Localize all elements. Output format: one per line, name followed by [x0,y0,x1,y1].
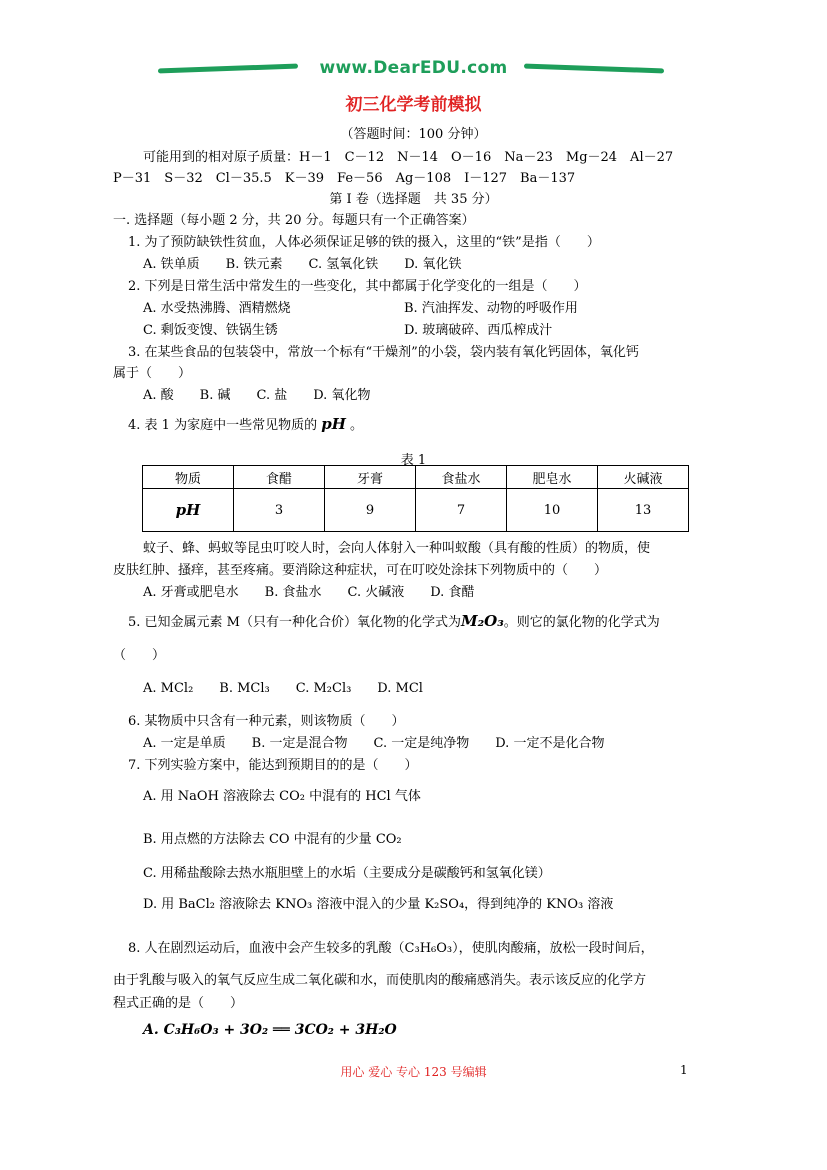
q7-option-d: D. 用 BaCl₂ 溶液除去 KNO₃ 溶液中混入的少量 K₂SO₄，得到纯净的 KNO₃ 溶液 [143,897,614,912]
table-header: 食醋 [234,466,325,489]
q5-options: A. MCl₂ B. MCl₃ C. M₂Cl₃ D. MCl [143,681,423,696]
table-cell: 10 [507,489,598,532]
q4-stem-post: 。 [345,418,364,433]
ph-table [142,465,689,532]
q4-stem [128,414,363,433]
table-cell: 7 [416,489,507,532]
q2-option-b: B. 汽油挥发、动物的呼吸作用 [404,301,578,316]
table-cell: 13 [598,489,689,532]
table-header: 肥皂水 [507,466,598,489]
table-header: 物质 [143,466,234,489]
atomic-masses-line1: 可能用到的相对原子质量：H－1 C－12 N－14 O－16 Na－23 Mg－24 Al－27 [143,150,674,165]
q1-options: A. 铁单质 B. 铁元素 C. 氢氧化铁 D. 氧化铁 [143,257,462,272]
q3-options: A. 酸 B. 碱 C. 盐 D. 氧化物 [143,388,371,403]
table-cell: 3 [234,489,325,532]
table-caption: 表 1 [400,453,427,468]
section-heading: 一. 选择题（每小题 2 分，共 20 分。每题只有一个正确答案） [113,213,475,228]
q5-stem-post: 。则它的氯化物的化学式为 [503,615,660,630]
q4-text-2: 皮肤红肿、搔痒，甚至疼痛。要消除这种症状，可在叮咬处涂抹下列物质中的（ ） [113,563,608,578]
q4-stem-ph: pH [321,415,346,433]
q3-stem-1: 3. 在某些食品的包装袋中，常放一个标有“干燥剂”的小袋，袋内装有氧化钙固体，氧化钙 [128,345,639,360]
site-url: www.DearEDU.com [319,58,508,78]
table-header: 火碱液 [598,466,689,489]
q2-option-a: A. 水受热沸腾、酒精燃烧 [143,301,291,316]
q7-option-c: C. 用稀盐酸除去热水瓶胆壁上的水垢（主要成分是碳酸钙和氢氧化镁） [143,866,551,881]
q5-paren: （ ） [113,648,166,663]
q5-stem-pre: 5. 已知金属元素 M（只有一种化合价）氧化物的化学式为 [128,615,461,630]
atomic-masses-line2: P－31 S－32 Cl－35.5 K－39 Fe－56 Ag－108 I－127 Ba－137 [113,171,576,186]
q4-options: A. 牙膏或肥皂水 B. 食盐水 C. 火碱液 D. 食醋 [143,585,475,600]
q1-stem: 1. 为了预防缺铁性贫血，人体必须保证足够的铁的摄入，这里的“铁”是指（ ） [128,235,600,250]
q8-stem-3: 程式正确的是（ ） [113,996,244,1011]
q7-option-b: B. 用点燃的方法除去 CO 中混有的少量 CO₂ [143,832,402,847]
table-row-label: pH [143,489,234,532]
site-header [0,58,827,82]
q4-stem-pre: 4. 表 1 为家庭中一些常见物质的 [128,418,322,433]
exam-time: （答题时间：100 分钟） [340,127,487,142]
q3-stem-2: 属于（ ） [113,366,192,381]
q2-option-d: D. 玻璃破碎、西瓜榨成汁 [404,323,553,338]
table-cell: 9 [325,489,416,532]
q6-options: A. 一定是单质 B. 一定是混合物 C. 一定是纯净物 D. 一定不是化合物 [143,736,605,751]
table-header: 牙膏 [325,466,416,489]
page-number: 1 [680,1063,688,1077]
q2-option-c: C. 剩饭变馊、铁锅生锈 [143,323,278,338]
q8-option-a: A. C₃H₆O₃ + 3O₂ ══ 3CO₂ + 3H₂O [143,1022,397,1038]
page-title: 初三化学考前模拟 [345,95,482,115]
q2-stem: 2. 下列是日常生活中常发生的一些变化，其中都属于化学变化的一组是（ ） [128,279,587,294]
q7-stem: 7. 下列实验方案中，能达到预期目的的是（ ） [128,758,418,773]
q7-option-a: A. 用 NaOH 溶液除去 CO₂ 中混有的 HCl 气体 [143,789,421,804]
q8-stem-2: 由于乳酸与吸入的氧气反应生成二氧化碳和水，而使肌肉的酸痛感消失。表示该反应的化学方 [113,973,647,988]
part-title: 第 I 卷（选择题 共 35 分） [329,192,498,207]
footer-text: 用心 爱心 专心 123 号编辑 [340,1065,487,1079]
table-header-row [143,466,689,489]
table-header: 食盐水 [416,466,507,489]
table-row [143,489,689,532]
q5-formula: M₂O₃ [460,612,504,630]
q4-text-1: 蚊子、蜂、蚂蚁等昆虫叮咬人时，会向人体射入一种叫蚁酸（具有酸的性质）的物质，使 [143,541,651,556]
q5-stem [128,611,660,630]
q8-stem-1: 8. 人在剧烈运动后，血液中会产生较多的乳酸（C₃H₆O₃），使肌肉酸痛，放松一段时间后， [128,941,654,956]
q6-stem: 6. 某物质中只含有一种元素，则该物质（ ） [128,714,405,729]
